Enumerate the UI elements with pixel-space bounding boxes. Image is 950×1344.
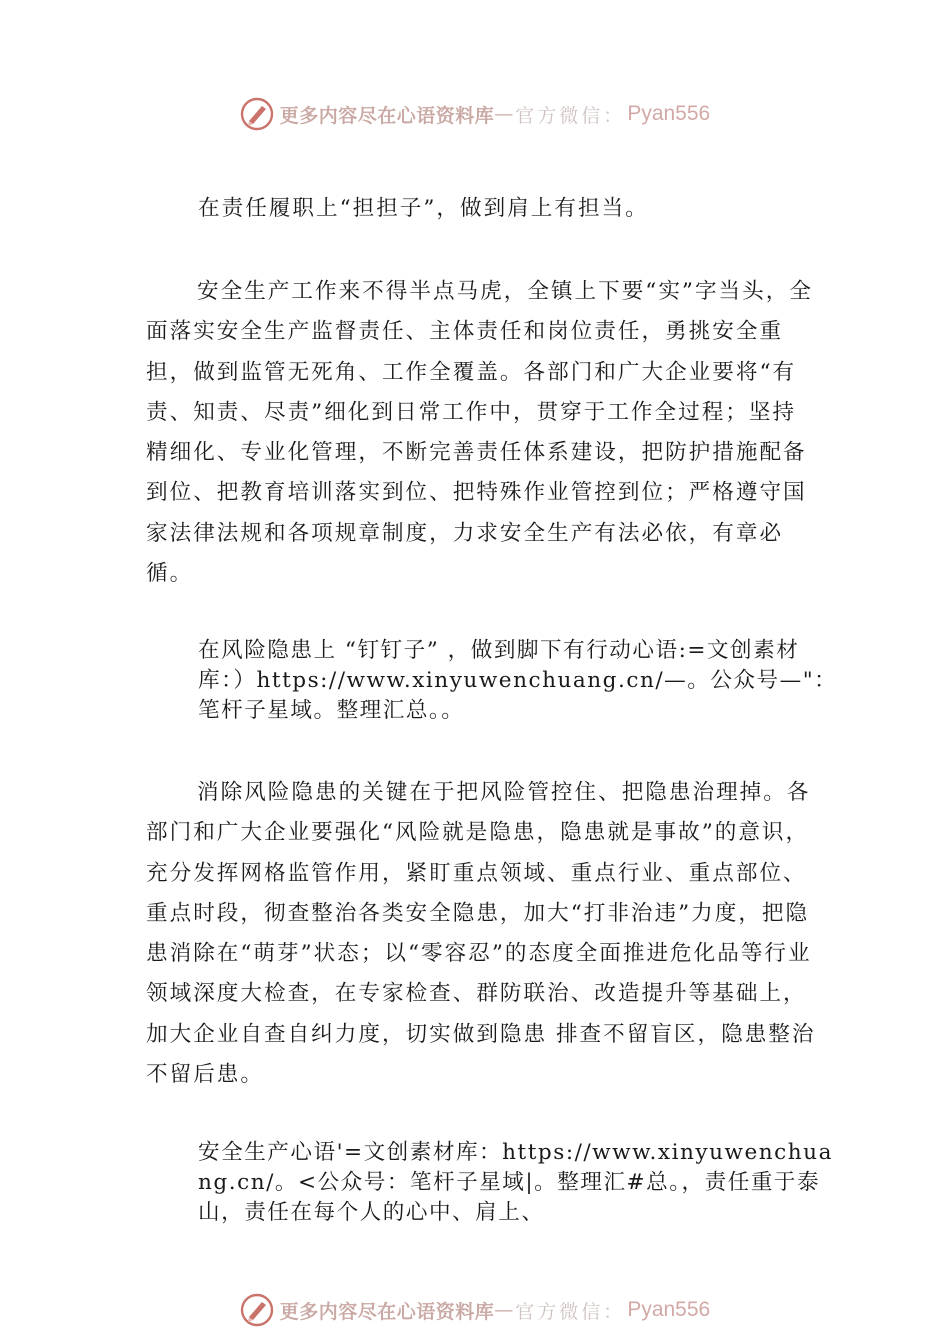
- header-wechat-id: Pyan556: [627, 102, 711, 125]
- pen-seal-icon: [240, 1293, 274, 1327]
- footer-wechat-label: 官方微信：: [515, 1300, 626, 1323]
- paragraph-2: 安全生产工作来不得半点马虎，全镇上下要“实”字当头，全面落实安全生产监督责任、主体责任和岗位责任，勇挑安全重担，做到监管无死角、工作全覆盖。各部门和广大企业要将“有责、知责、尽责”细化到日常工作中，贯穿于工作全过程；坚持精细化、专业化管理，不断完善责任体系建设，把防护措施配备到位、把教育培训落实到位、把特殊作业管控到位；严格遵守国家法律法规和各项规章制度，力求安全生产有法必依，有章必循。: [146, 279, 813, 587]
- header-text: 更多内容尽在心语资料库: [279, 104, 495, 127]
- footer-separator: —: [494, 1299, 514, 1321]
- footer-text: 更多内容尽在心语资料库: [279, 1300, 495, 1323]
- header-banner: [0, 94, 950, 134]
- header-wechat-label: 官方微信：: [515, 104, 626, 127]
- pen-seal-icon: [240, 97, 274, 131]
- paragraph-3: 在风险隐患上 “钉钉子” ，做到脚下有行动心语:=文创素材库：）https://www.xinyuwenchuang.cn/—。公众号—"：笔杆子星域。整理汇总。。: [198, 638, 838, 723]
- footer-wechat-id: Pyan556: [627, 1298, 711, 1321]
- paragraph-4: 消除风险隐患的关键在于把风险管控住、把隐患治理掉。各部门和广大企业要强化“风险就是隐患，隐患就是事故”的意识，充分发挥网格监管作用，紧盯重点领域、重点行业、重点部位、重点时段，彻查整治各类安全隐患，加大“打非治违”力度，把隐患消除在“萌芽”状态；以“零容忍”的态度全面推进危化品等行业领域深度大检查，在专家检查、群防联治、改造提升等基础上，加大企业自查自纠力度，切实做到隐患 排查不留盲区，隐患整治不留后患。: [146, 780, 816, 1088]
- paragraph-5: 安全生产心语'=文创素材库：https://www.xinyuwenchuang.cn/。<公众号：笔杆子星域|。整理汇#总。，责任重于泰山，责任在每个人的心中、肩上、: [198, 1140, 833, 1225]
- paragraph-1: 在责任履职上“担担子”，做到肩上有担当。: [198, 196, 649, 221]
- header-separator: —: [494, 103, 514, 125]
- footer-banner: [0, 1290, 950, 1330]
